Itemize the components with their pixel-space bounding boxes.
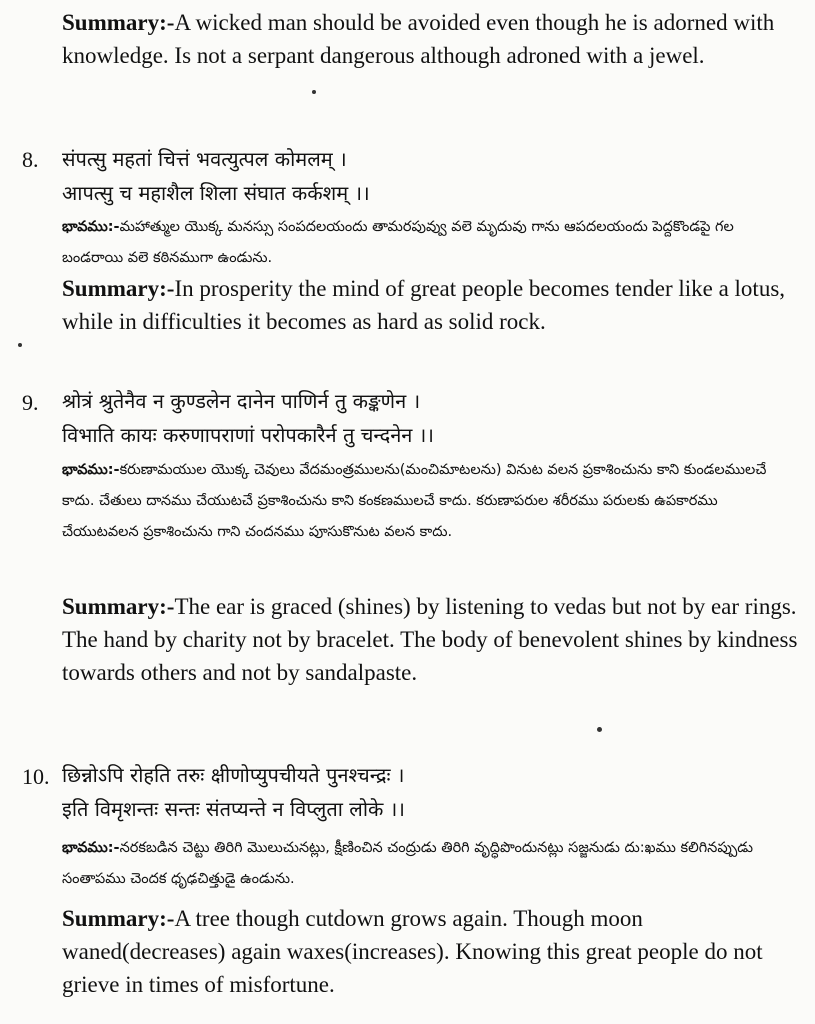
verse-number-8: 8. xyxy=(22,147,39,172)
verse-line: श्रोत्रं श्रुतेनैव न कुण्डलेन दानेन पाणिर्न तु कङ्कणेन । xyxy=(62,389,421,413)
verse-number-10: 10. xyxy=(22,764,50,789)
bhavam-label: భావము:- xyxy=(62,462,120,478)
verse-line: संपत्सु महतां चित्तं भवत्युत्पल कोमलम् । xyxy=(62,147,347,171)
summary-label: Summary:- xyxy=(62,276,175,301)
summary-text: A wicked man should be avoided even though he is adorned with knowledge. Is not a serpant dangerous although adroned with a jewel. xyxy=(62,10,775,68)
summary-label: Summary:- xyxy=(62,906,175,931)
summary-label: Summary:- xyxy=(62,594,175,619)
scan-speck xyxy=(312,90,316,94)
bhavam-label: భావము:- xyxy=(62,219,120,235)
sanskrit-verse-10 xyxy=(62,758,782,826)
verse-line: विभाति कायः करुणापराणां परोपकारैर्न तु चन्दनेन ।। xyxy=(62,423,434,447)
verse-number-9: 9. xyxy=(22,390,39,415)
summary-label: Summary:- xyxy=(62,10,175,35)
scan-speck xyxy=(18,343,22,347)
bhavam-text: మహాత్ముల యొక్క మనస్సు సంపదలయందు తామరపువ్వు వలె మృదువు గాను ఆపదలయందు పెద్దకొండపై గల బండరాయి వలె కఠినముగా ఉండును. xyxy=(62,219,734,266)
bhavam-text: నరకబడిన చెట్టు తిరిగి మొలుచునట్లు, క్షీణించిన చంద్రుడు తిరిగి వృద్ధిపొందునట్లు సజ్జనుడు దు:ఖము కలిగినప్పుడు సంతాపము చెందక ధృఢచిత్తుడై ఉండును. xyxy=(62,840,753,887)
sanskrit-verse-9 xyxy=(62,384,782,452)
summary-9 xyxy=(62,590,802,689)
telugu-meaning-8 xyxy=(62,212,792,274)
telugu-meaning-10 xyxy=(62,833,792,895)
summary-10 xyxy=(62,902,802,1001)
telugu-meaning-9 xyxy=(62,455,792,548)
summary-text: A tree though cutdown grows again. Though moon waned(decreases) again waxes(increases). Knowing this great people do not grieve in times of misfortune. xyxy=(62,906,763,997)
scan-speck xyxy=(597,727,602,732)
verse-line: आपत्सु च महाशैल शिला संघात कर्कशम् ।। xyxy=(62,181,370,205)
summary-7 xyxy=(62,6,802,72)
summary-8 xyxy=(62,272,802,338)
verse-line: इति विमृशन्तः सन्तः संतप्यन्ते न विप्लुता लोके ।। xyxy=(62,797,405,821)
bhavam-label: భావము:- xyxy=(62,840,120,856)
verse-line: छिन्नोऽपि रोहति तरुः क्षीणोप्युपचीयते पुनश्चन्द्रः । xyxy=(62,763,405,787)
summary-text: In prosperity the mind of great people becomes tender like a lotus, while in difficulties it becomes as hard as solid rock. xyxy=(62,276,786,334)
summary-text: The ear is graced (shines) by listening to vedas but not by ear rings. The hand by charity not by bracelet. The body of benevolent shines by kindness towards others and not by sandalpaste. xyxy=(62,594,798,685)
sanskrit-verse-8 xyxy=(62,142,782,210)
bhavam-text: కరుణామయుల యొక్క చెవులు వేదమంత్రములను(మంచిమాటలను) వినుట వలన ప్రకాశించును కాని కుండలములచే కాదు. చేతులు దానము చేయుటచే ప్రకాశించును కాని కంకణములచే కాదు. కరుణాపరుల శరీరము పరులకు ఉపకారము చేయుటవలన ప్రకాశించును గాని చందనము పూసుకొనుట వలన కాదు. xyxy=(62,462,767,540)
